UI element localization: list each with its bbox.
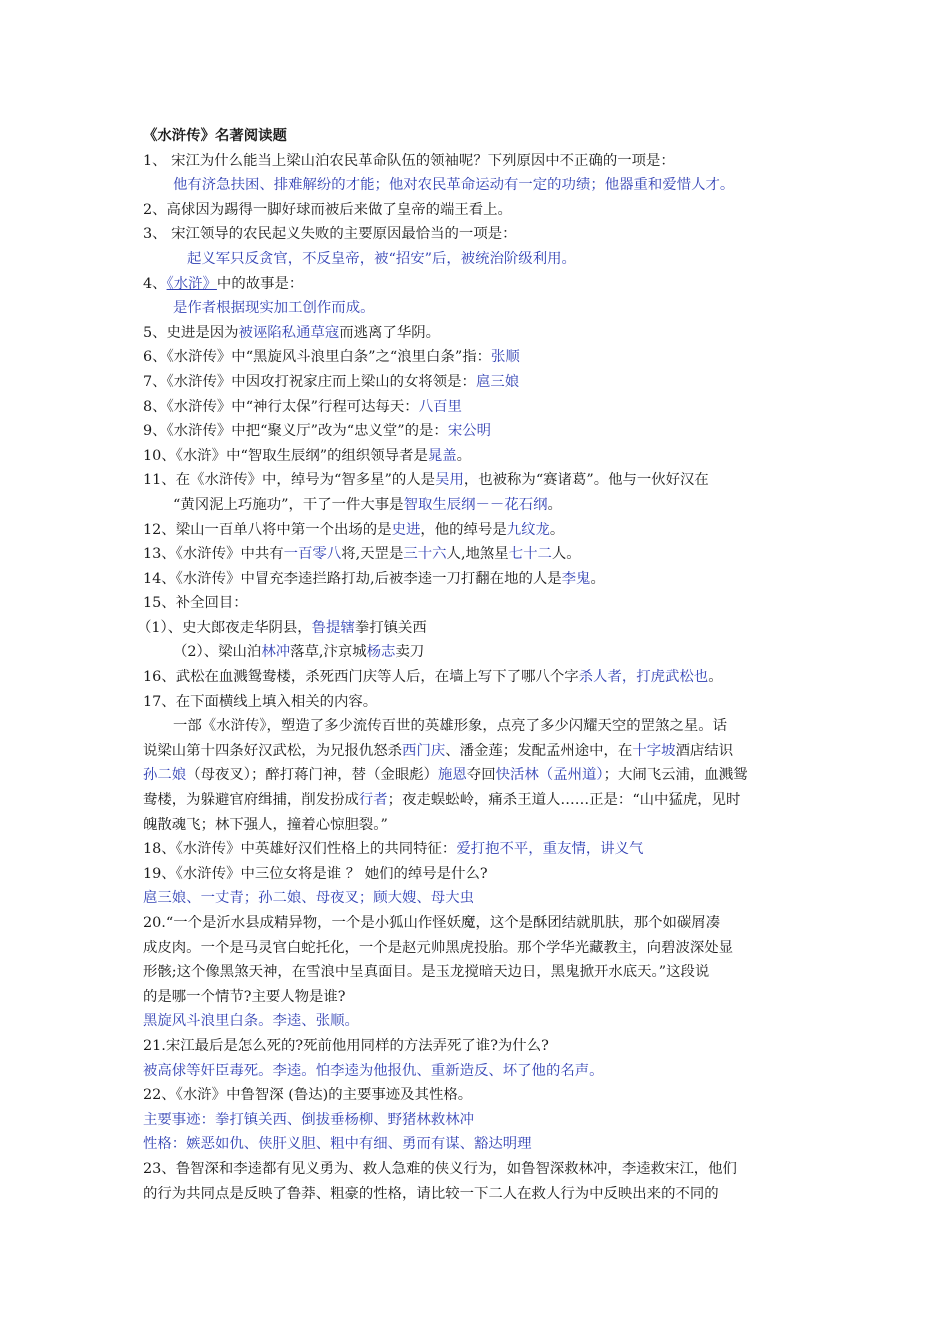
question-15-item-2-text: （2）、梁山泊 [173, 644, 262, 661]
question-1: 1、 宋江为什么能当上梁山泊农民革命队伍的领袖呢？下列原因中不正确的一项是： [143, 152, 675, 169]
passage-17-line3-mid2: 夺回 [466, 767, 496, 784]
question-23-line1: 23、鲁智深和李逵都有见义勇为、救人急难的侠义行为，如鲁智深救林冲，李逵救宋江，他们 [143, 1160, 737, 1177]
passage-17-line1: 一部《水浒传》，塑造了多少流传百世的英雄形象，点亮了多少闪耀天空的罡煞之星。话 [173, 718, 728, 735]
answer-21: 被高俅等奸臣毒死。李逵。怕李逵为他报仇、重新造反、坏了他的名声。 [143, 1062, 604, 1079]
answer-13-b: 三十六 [403, 546, 447, 563]
answer-13-a: 一百零八 [283, 546, 342, 563]
question-4 [143, 272, 808, 297]
answer-3: 起义军只反贪官，不反皇帝，被“招安”后，被统治阶级利用。 [187, 250, 576, 267]
question-15-item-1-suffix: 拳打镇关西 [354, 619, 427, 636]
question-7 [143, 370, 808, 395]
question-12-suffix: 。 [549, 521, 565, 538]
answer-17-a: 西门庆 [402, 742, 446, 759]
question-15-item-1-text: （1）、史大郎夜走华阴县， [137, 619, 312, 636]
answer-11-a: 吴用 [435, 472, 464, 489]
answer-1: 他有济急扶困、排难解纷的才能；他对农民革命运动有一定的功绩；他器重和爱惜人才。 [173, 177, 735, 194]
passage-17-line4-text: 鸯楼，为躲避官府缉捕，削发扮成 [143, 792, 359, 809]
answer-12-b: 九纹龙 [506, 521, 550, 538]
passage-17-line3 [143, 763, 808, 788]
question-6 [143, 345, 808, 370]
question-20-line4: 的是哪一个情节?主要人物是谁? [143, 988, 346, 1005]
question-13-text: 13、《水浒传》中共有 [143, 546, 284, 563]
answer-12-a: 史进 [391, 521, 421, 538]
question-4-suffix: 中的故事是： [216, 275, 304, 292]
answer-15-c: 杨志 [366, 644, 396, 661]
answer-13-c: 七十二 [508, 546, 552, 563]
question-14-text: 14、《水浒传》中冒充李逵拦路打劫,后被李逵一刀打翻在地的人是 [143, 570, 562, 587]
question-16 [143, 665, 808, 690]
question-16-text: 16、武松在血溅鸳鸯楼，杀死西门庆等人后，在墙上写下了哪八个字 [143, 669, 579, 686]
answer-17-c: 孙二娘 [143, 767, 187, 784]
answer-16: 杀人者，打虎武松也 [578, 669, 709, 686]
question-17: 17、在下面横线上填入相关的内容。 [143, 693, 378, 710]
answer-17-d: 施恩 [438, 767, 467, 784]
question-6-text: 6、《水浒传》中“黑旋风斗浪里白条”之“浪里白条”指： [143, 349, 491, 366]
document-title: 《水浒传》名著阅读题 [143, 127, 287, 144]
question-13-mid1: 将,天罡是 [341, 546, 404, 563]
answer-22-character: 性格：嫉恶如仇、侠肝义胆、粗中有细、勇而有谋、豁达明理 [143, 1136, 532, 1153]
question-11-line2-suffix: 。 [547, 496, 562, 513]
question-10-suffix: 。 [456, 447, 472, 464]
question-15-item-2 [143, 640, 808, 665]
question-13 [143, 542, 808, 567]
document-body [137, 124, 808, 1206]
answer-20: 黑旋风斗浪里白条。李逵、张顺。 [143, 1013, 359, 1030]
answer-8: 八百里 [418, 398, 462, 415]
question-5-text: 5、史进是因为 [143, 324, 239, 341]
passage-17-line3-suffix: ；大闹飞云浦，血溅鸳 [603, 767, 748, 784]
passage-17-line4-suffix: ；夜走蜈蚣岭，痛杀王道人……正是：“山中猛虎，见时 [387, 792, 741, 809]
question-11-line2 [143, 493, 808, 518]
question-22: 22、《水浒》中鲁智深 (鲁达)的主要事迹及其性格。 [143, 1087, 473, 1104]
answer-17-e: 快活林（孟州道） [495, 767, 604, 784]
question-5 [143, 321, 808, 346]
question-20-line2: 成皮肉。一个是马灵官白蛇托化，一个是赵元帅黑虎投胎。那个学华光藏教主，向碧波深处显 [143, 939, 734, 956]
question-8 [143, 395, 808, 420]
answer-15-b: 林冲 [261, 644, 291, 661]
question-7-text: 7、《水浒传》中因攻打祝家庄而上梁山的女将领是： [143, 373, 476, 390]
question-11-line2-text: “黄冈泥上巧施功”，干了一件大事是 [173, 496, 404, 513]
question-9 [143, 419, 808, 444]
answer-11-b: 智取生辰纲－－花石纲 [403, 496, 548, 513]
question-18 [143, 837, 808, 862]
question-20-line1: 20.“一个是沂水县成精异物，一个是小狐山作怪妖魔，这个是酥团结就肌肤，那个如碳屑凑 [143, 915, 721, 931]
passage-17-line4 [143, 788, 808, 813]
answer-6: 张顺 [490, 349, 520, 366]
question-11 [143, 468, 808, 493]
question-16-suffix: 。 [708, 669, 723, 686]
question-8-text: 8、《水浒传》中“神行太保”行程可达每天： [143, 398, 419, 415]
question-21: 21.宋江最后是怎么死的?死前他用同样的方法弄死了谁?为什么? [143, 1037, 549, 1054]
question-3: 3、 宋江领导的农民起义失败的主要原因最恰当的一项是： [143, 226, 517, 243]
answer-9: 宋公明 [447, 423, 491, 440]
passage-17-line3-mid1: （母夜叉）；醉打蒋门神，替（金眼彪） [186, 767, 439, 784]
question-9-text: 9、《水浒传》中把“聚义厅”改为“忠义堂”的是： [143, 423, 448, 440]
passage-17-line2-suffix: 酒店结识 [675, 742, 734, 759]
answer-17-b: 十字坡 [632, 742, 676, 759]
question-11-mid: ，也被称为“赛诸葛”。他与一伙好汉在 [463, 472, 709, 489]
answer-18: 爱打抱不平，重友情，讲义气 [456, 841, 644, 858]
question-12-mid: ，他的绰号是 [420, 521, 507, 538]
passage-17-line2 [143, 739, 808, 764]
answer-15-a: 鲁提辖 [311, 619, 355, 636]
question-5-suffix: 而逃离了华阴。 [339, 324, 440, 341]
question-15: 15、补全回目： [143, 595, 248, 612]
question-12-text: 12、梁山一百单八将中第一个出场的是 [143, 521, 392, 538]
question-15-item-2-suffix: 卖刀 [395, 644, 425, 661]
answer-17-f: 行者 [358, 792, 388, 809]
question-4-link[interactable]: 《水浒》 [166, 275, 217, 292]
question-4-prefix: 4、 [143, 275, 167, 292]
answer-7: 扈三娘 [475, 373, 520, 390]
passage-17-line2-text: 说梁山第十四条好汉武松，为兄报仇怒杀 [143, 742, 403, 759]
answer-14: 李鬼 [561, 570, 591, 587]
passage-17-line5: 魄散魂飞；林下强人，撞着心惊胆裂。” [143, 816, 388, 833]
question-10 [143, 444, 808, 469]
question-14 [143, 567, 808, 592]
question-12 [143, 518, 808, 543]
question-11-text: 11、在《水浒传》中，绰号为“智多星”的人是 [143, 472, 436, 489]
passage-17-line2-mid: 、潘金莲；发配孟州途中，在 [445, 742, 633, 759]
question-10-text: 10、《水浒》中“智取生辰纲”的组织领导者是 [143, 447, 428, 464]
question-2: 2、高俅因为踢得一脚好球而被后来做了皇帝的端王看上。 [143, 201, 512, 218]
question-19: 19、《水浒传》中三位女将是谁 ？ 她们的绰号是什么? [143, 865, 488, 882]
question-15-item-2-mid: 落草,汴京城 [290, 644, 367, 661]
answer-22-deeds: 主要事迹：拳打镇关西、倒拔垂杨柳、野猪林救林冲 [143, 1111, 474, 1128]
answer-4: 是作者根据现实加工创作而成。 [173, 300, 375, 317]
question-13-mid2: 人,地煞星 [446, 546, 509, 563]
answer-19: 扈三娘、一丈青；孙二娘、母夜叉；顾大嫂、母大虫 [143, 890, 474, 907]
question-23-line2: 的行为共同点是反映了鲁莽、粗豪的性格，请比较一下二人在救人行为中反映出来的不同的 [143, 1185, 719, 1202]
question-13-suffix: 人。 [551, 546, 581, 563]
question-15-item-1 [137, 616, 808, 641]
answer-10: 晁盖 [427, 447, 457, 464]
answer-5: 被诬陷私通草寇 [238, 324, 340, 341]
question-20-line3: 形骸;这个像黑煞天神，在雪浪中呈真面目。是玉龙搅暗天边日，黑鬼掀开水底天。”这段说 [143, 964, 710, 981]
question-14-suffix: 。 [590, 570, 605, 587]
question-18-text: 18、《水浒传》中英雄好汉们性格上的共同特征： [143, 841, 457, 858]
